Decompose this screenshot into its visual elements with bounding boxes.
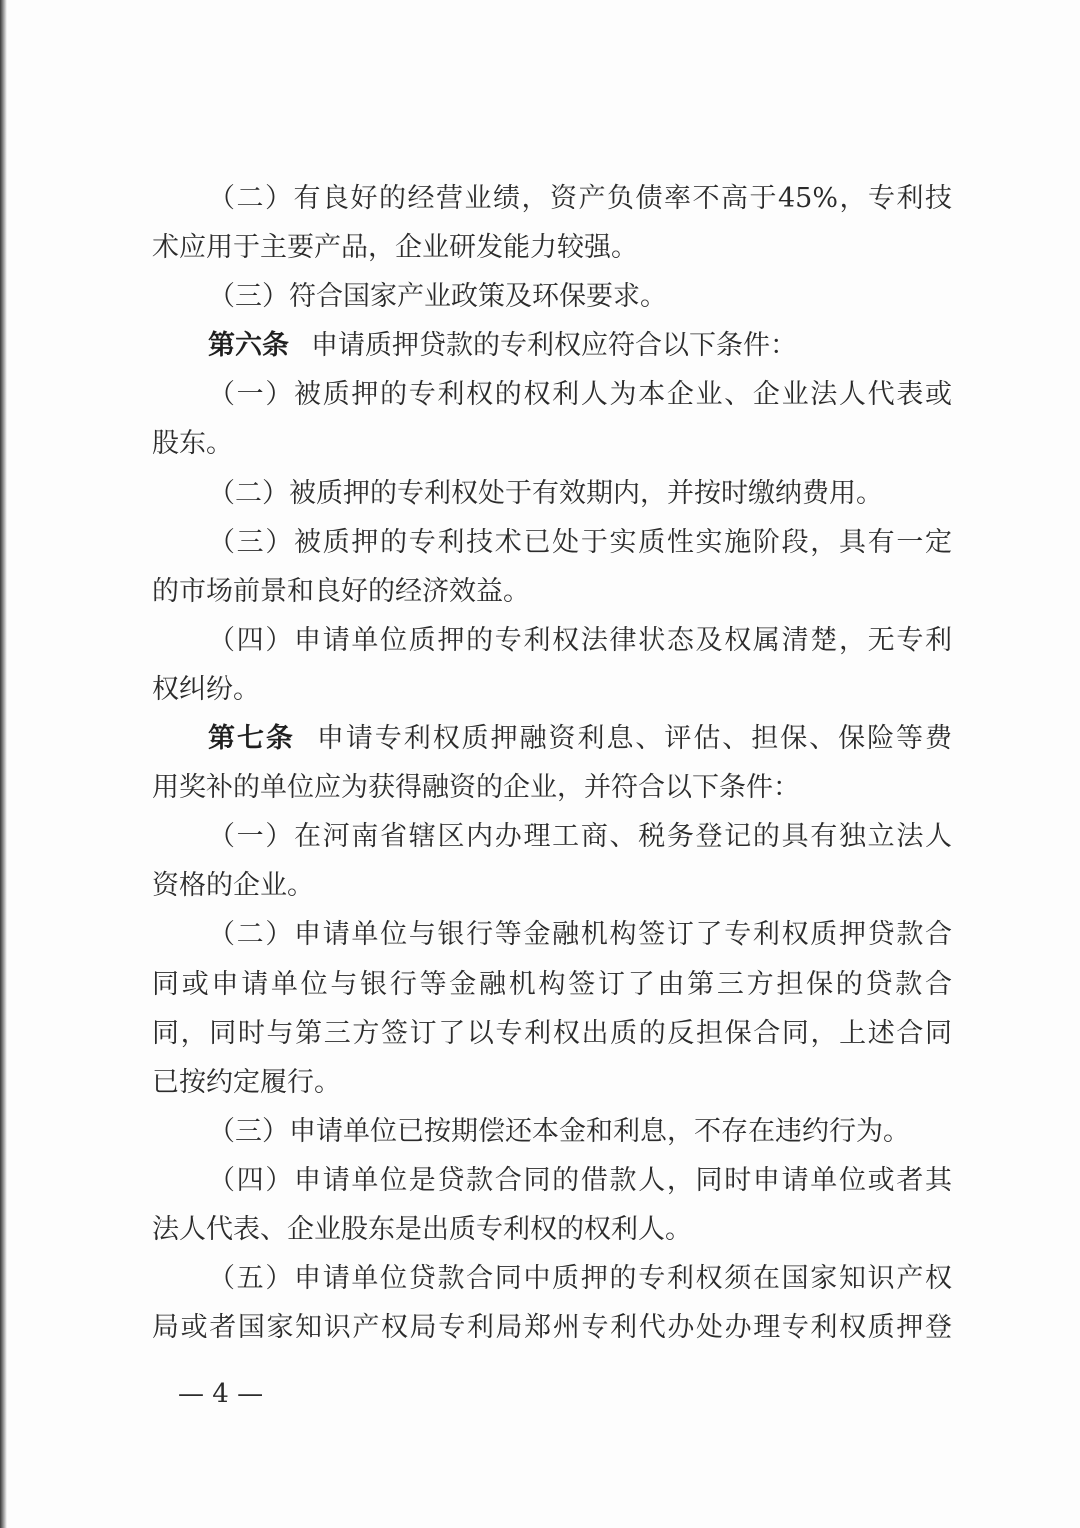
text-line [152, 861, 952, 910]
text-line [152, 469, 952, 518]
line-text: 权纠纷。 [152, 673, 260, 705]
line-text: （三）申请单位已按期偿还本金和利息，不存在违约行为。 [208, 1115, 910, 1147]
text-line [152, 370, 952, 419]
text-line [152, 714, 952, 763]
line-text: （四）申请单位是贷款合同的借款人，同时申请单位或者其 [208, 1164, 952, 1196]
text-line [152, 174, 952, 223]
line-text: （二）被质押的专利权处于有效期内，并按时缴纳费用。 [208, 477, 883, 509]
text-line [152, 763, 952, 812]
line-text: 申请专利权质押融资利息、评估、担保、保险等费 [316, 723, 952, 755]
text-line [152, 812, 952, 861]
line-text: 的市场前景和良好的经济效益。 [152, 575, 530, 607]
scan-edge-shadow [0, 0, 7, 1528]
text-line [152, 518, 952, 567]
line-text: （一）被质押的专利权的权利人为本企业、企业法人代表或 [208, 379, 952, 411]
text-line [152, 419, 952, 468]
line-text: 申请质押贷款的专利权应符合以下条件： [311, 330, 797, 362]
page-number: — 4 — [178, 1379, 264, 1409]
text-line [152, 272, 952, 321]
text-line [152, 1303, 952, 1352]
text-line [152, 1058, 952, 1107]
article-heading: 第六条 [208, 330, 289, 362]
line-text: 同，同时与第三方签订了以专利权出质的反担保合同，上述合同 [152, 1017, 952, 1049]
line-text: 用奖补的单位应为获得融资的企业，并符合以下条件： [152, 772, 800, 804]
line-text: （三）被质押的专利技术已处于实质性实施阶段，具有一定 [208, 526, 952, 558]
line-text: 术应用于主要产品，企业研发能力较强。 [152, 232, 638, 264]
line-text: （二）申请单位与银行等金融机构签订了专利权质押贷款合 [208, 919, 952, 951]
text-line [152, 321, 952, 370]
text-line [152, 1107, 952, 1156]
text-line [152, 1205, 952, 1254]
line-text: （四）申请单位质押的专利权法律状态及权属清楚，无专利 [208, 624, 952, 656]
text-line [152, 616, 952, 665]
line-text: 局或者国家知识产权局专利局郑州专利代办处办理专利权质押登 [152, 1312, 952, 1344]
text-line [152, 1009, 952, 1058]
line-text: 股东。 [152, 428, 233, 460]
line-text: （一）在河南省辖区内办理工商、税务登记的具有独立法人 [208, 821, 952, 853]
document-body [152, 174, 952, 1352]
text-line [152, 1254, 952, 1303]
text-line [152, 223, 952, 272]
line-text: 已按约定履行。 [152, 1066, 341, 1098]
text-line [152, 567, 952, 616]
text-line [152, 665, 952, 714]
line-text: （五）申请单位贷款合同中质押的专利权须在国家知识产权 [208, 1263, 952, 1295]
text-line [152, 910, 952, 959]
line-text: （二）有良好的经营业绩，资产负债率不高于45%，专利技 [208, 183, 952, 214]
line-text: 资格的企业。 [152, 870, 314, 902]
article-heading: 第七条 [208, 723, 295, 755]
text-line [152, 1156, 952, 1205]
line-text: 同或申请单位与银行等金融机构签订了由第三方担保的贷款合 [152, 968, 952, 1000]
line-text: 法人代表、企业股东是出质专利权的权利人。 [152, 1213, 692, 1245]
line-text: （三）符合国家产业政策及环保要求。 [208, 281, 667, 313]
text-line [152, 960, 952, 1009]
